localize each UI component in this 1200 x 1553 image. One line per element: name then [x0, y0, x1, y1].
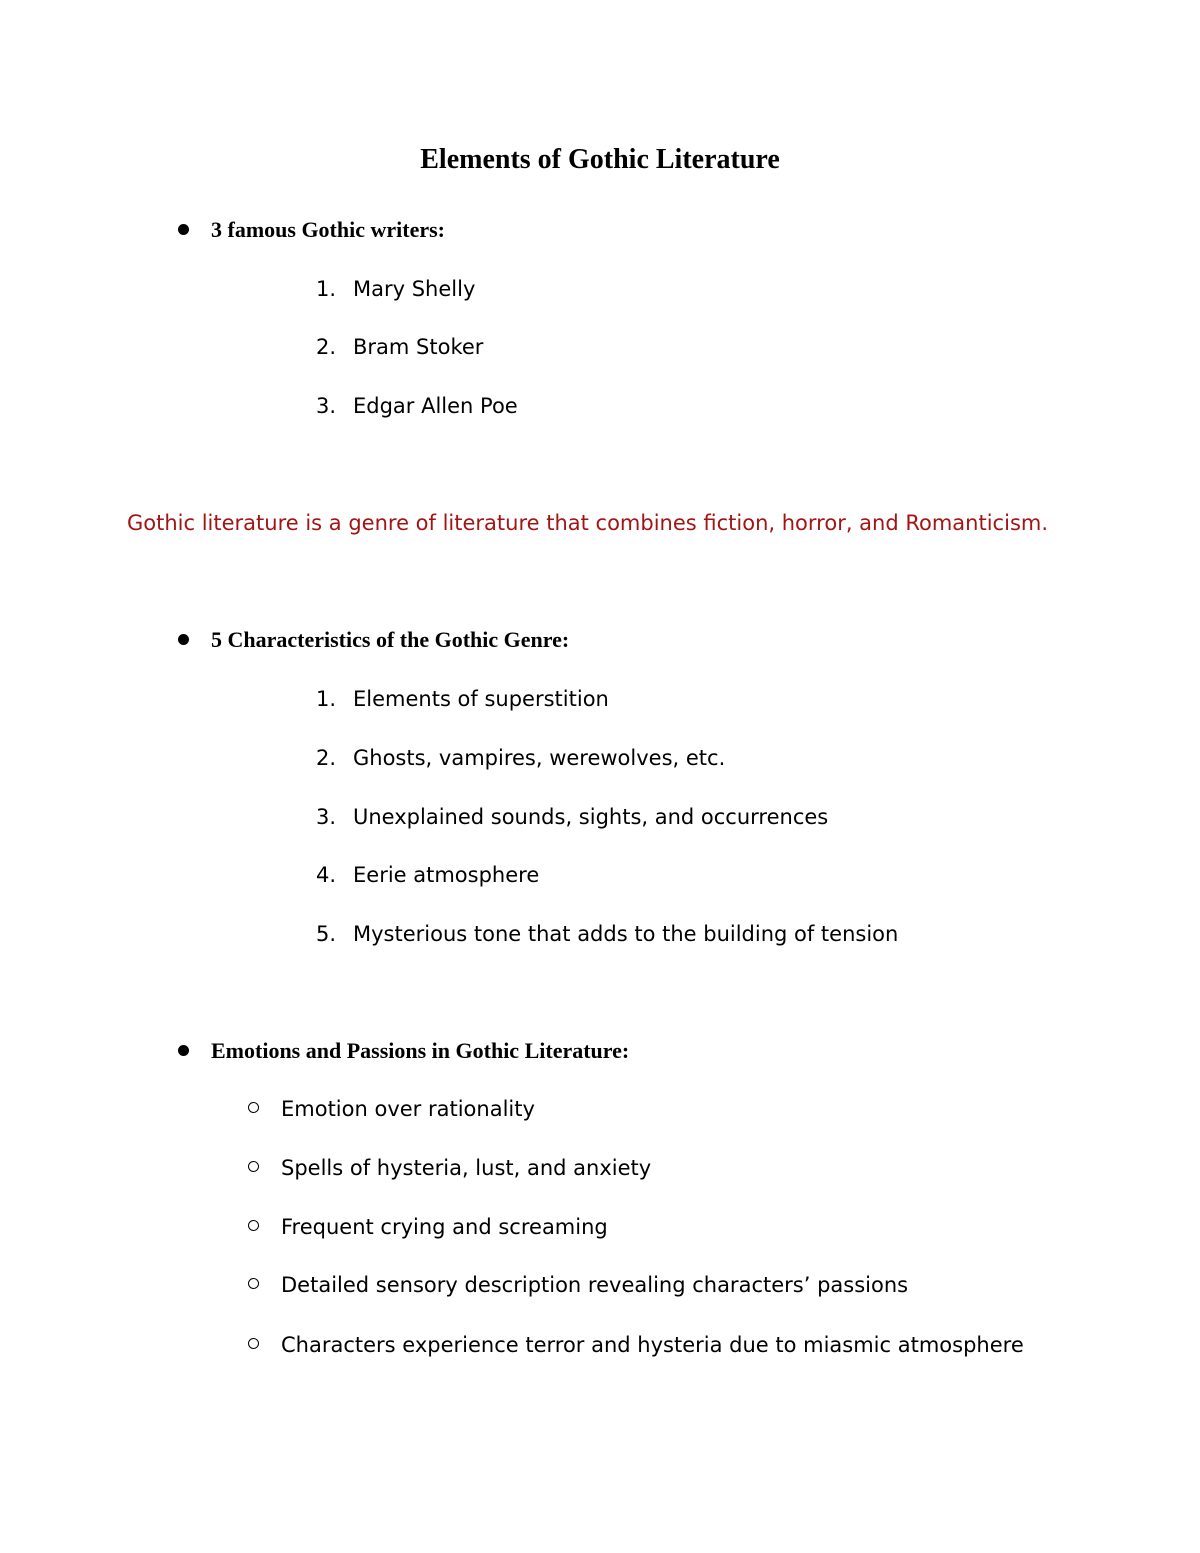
list-number: 1.	[316, 277, 337, 301]
list-item	[316, 684, 609, 714]
list-item	[316, 274, 475, 304]
list-number: 2.	[316, 746, 337, 770]
list-item-text: Ghosts, vampires, werewolves, etc.	[353, 746, 726, 770]
hollow-bullet-icon	[248, 1161, 259, 1172]
list-number: 1.	[316, 687, 337, 711]
document-title: Elements of Gothic Literature	[420, 144, 780, 175]
list-item-text: Characters experience terror and hysteria due to miasmic atmosphere	[281, 1333, 1024, 1357]
list-item	[316, 919, 898, 949]
list-item	[248, 1270, 908, 1300]
list-item	[316, 743, 725, 773]
list-item-text: Frequent crying and screaming	[281, 1215, 608, 1239]
list-item	[248, 1212, 608, 1242]
list-number: 2.	[316, 335, 337, 359]
section-heading-label: 5 Characteristics of the Gothic Genre:	[211, 627, 570, 652]
list-item	[248, 1153, 651, 1183]
list-item-text: Mysterious tone that adds to the building of tension	[353, 922, 899, 946]
list-item	[316, 802, 828, 832]
list-number: 5.	[316, 922, 337, 946]
list-item-text: Edgar Allen Poe	[353, 394, 518, 418]
list-item	[316, 391, 518, 421]
section-heading-characteristics	[178, 625, 569, 655]
list-item-text: Emotion over rationality	[281, 1097, 535, 1121]
list-item-text: Elements of superstition	[353, 687, 609, 711]
list-number: 4.	[316, 863, 337, 887]
list-item	[316, 332, 483, 362]
hollow-bullet-icon	[248, 1220, 259, 1231]
list-item-text: Unexplained sounds, sights, and occurrences	[353, 805, 829, 829]
list-item-text: Mary Shelly	[353, 277, 476, 301]
bullet-icon	[178, 1045, 189, 1056]
hollow-bullet-icon	[248, 1278, 259, 1289]
list-item-text: Detailed sensory description revealing characters’ passions	[281, 1273, 909, 1297]
list-item	[316, 860, 539, 890]
hollow-bullet-icon	[248, 1338, 259, 1349]
bullet-icon	[178, 224, 189, 235]
list-number: 3.	[316, 805, 337, 829]
list-item-text: Bram Stoker	[353, 335, 484, 359]
genre-definition: Gothic literature is a genre of literature that combines fiction, horror, and Romanticism.	[126, 511, 1049, 535]
section-heading-writers	[178, 215, 445, 245]
list-number: 3.	[316, 394, 337, 418]
list-item-text: Eerie atmosphere	[353, 863, 540, 887]
section-heading-label: Emotions and Passions in Gothic Literature:	[211, 1038, 630, 1063]
list-item-text: Spells of hysteria, lust, and anxiety	[281, 1156, 652, 1180]
hollow-bullet-icon	[248, 1102, 259, 1113]
list-item	[248, 1330, 1024, 1360]
bullet-icon	[178, 634, 189, 645]
section-heading-label: 3 famous Gothic writers:	[211, 217, 446, 242]
section-heading-emotions	[178, 1036, 629, 1066]
list-item	[248, 1094, 535, 1124]
